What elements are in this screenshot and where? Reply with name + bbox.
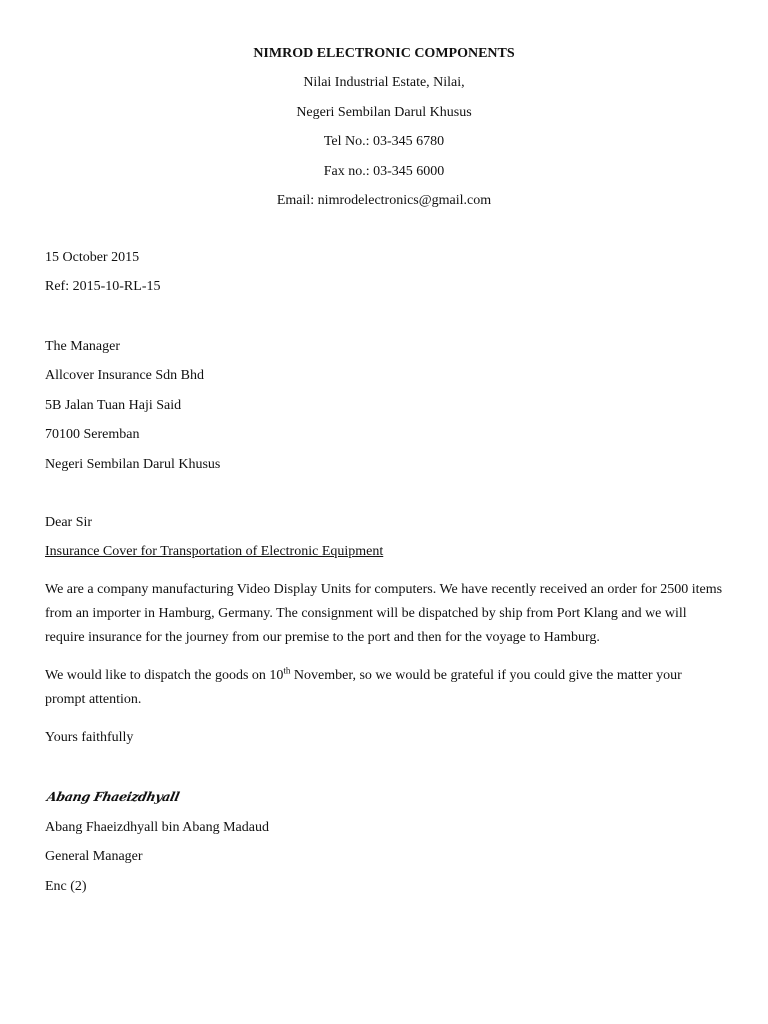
salutation: Dear Sir <box>45 515 93 530</box>
letter-date: 15 October 2015 <box>45 250 140 265</box>
body-paragraph-1: We are a company manufacturing Video Display Units for computers. We have recently received an order for 2500 items from an importer in Hamburg, Germany. The consignment will be dispatched by ship from Port Klang and we will require insurance for the journey from our premise to the port and then for the voyage to Hamburg. <box>45 582 723 645</box>
handwritten-signature: Abang Fhaeizdhyall <box>45 789 181 804</box>
paragraph-2-start: We would like to dispatch the goods on 10 <box>45 668 284 683</box>
recipient-company: Allcover Insurance Sdn Bhd <box>45 368 205 384</box>
recipient-state: Negeri Sembilan Darul Khusus <box>45 456 221 472</box>
ordinal-suffix: th <box>283 665 291 676</box>
body-paragraph-2 <box>45 664 725 712</box>
company-name: NIMROD ELECTRONIC COMPONENTS <box>253 46 515 61</box>
company-telephone: Tel No.: 03-345 6780 <box>323 134 445 150</box>
letterhead <box>0 44 768 220</box>
signatory-name: Abang Fhaeizdhyall bin Abang Madaud <box>45 820 269 835</box>
company-email: Email: nimrodelectronics@gmail.com <box>276 192 492 208</box>
company-address-line-2: Negeri Sembilan Darul Khusus <box>296 104 472 120</box>
recipient-address <box>45 337 725 484</box>
company-address-line-1: Nilai Industrial Estate, Nilai, <box>303 75 465 91</box>
paragraph-2-end: November, so we would be grateful if you could give the matter your prompt attention. <box>45 668 682 707</box>
subject-line: Insurance Cover for Transportation of Electronic Equipment <box>45 544 384 559</box>
letter-reference: Ref: 2015-10-RL-15 <box>45 279 161 295</box>
recipient-title: The Manager <box>45 339 121 354</box>
date-reference-block <box>45 248 725 307</box>
signatory-block <box>45 818 725 906</box>
signatory-position: General Manager <box>45 849 143 865</box>
recipient-city: 70100 Seremban <box>45 427 140 443</box>
complimentary-close: Yours faithfully <box>45 730 134 745</box>
recipient-street: 5B Jalan Tuan Haji Said <box>45 397 182 413</box>
enclosure-note: Enc (2) <box>45 878 87 894</box>
company-fax: Fax no.: 03-345 6000 <box>323 163 445 179</box>
